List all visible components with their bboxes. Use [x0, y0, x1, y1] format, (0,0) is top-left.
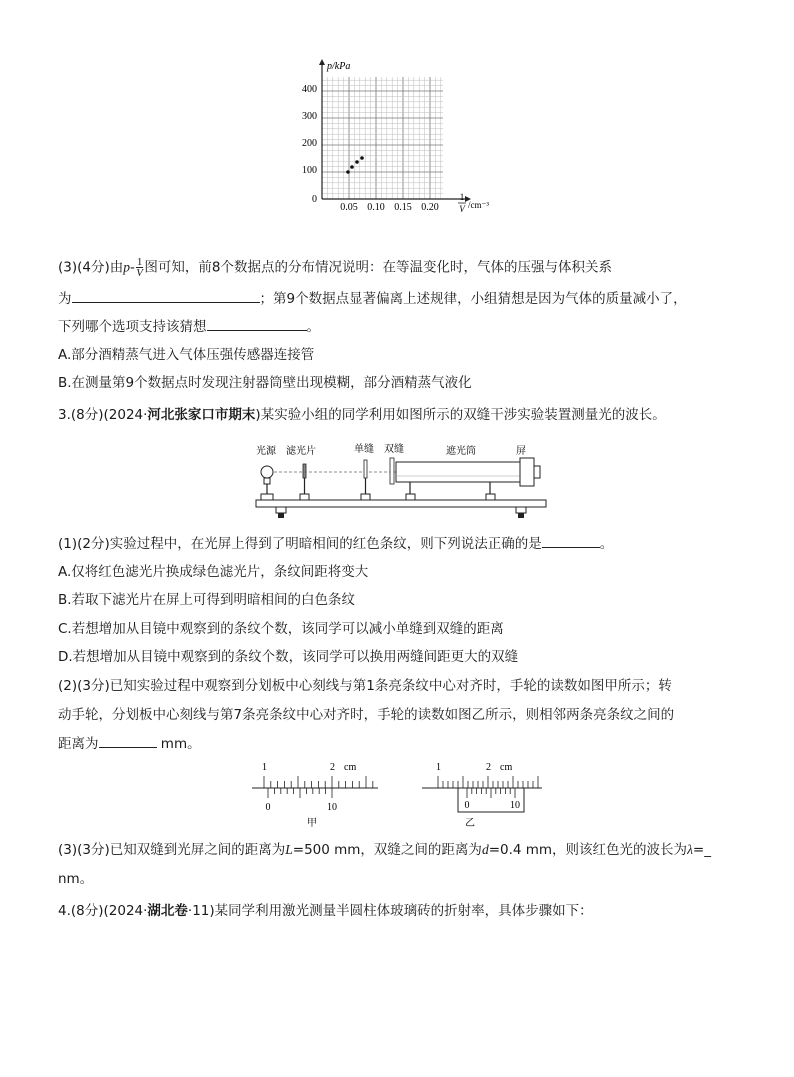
data-point	[346, 170, 350, 174]
answer-blank-relation[interactable]	[72, 288, 260, 303]
caliper-a-vernier-scale	[268, 788, 332, 798]
label-filter: 滤光片	[286, 446, 316, 457]
x-axis-unit: /cm⁻³	[468, 200, 489, 210]
caliper-reading-b	[420, 758, 545, 830]
caliper-b-main-scale	[438, 776, 538, 788]
graph-grid	[322, 77, 443, 199]
x-axis-label-den: V	[459, 204, 465, 214]
caliper-b-main-2: 2	[486, 762, 491, 773]
q2-part3-line3: 下列哪个选项支持该猜想 。	[58, 316, 320, 337]
caliper-b-vernier-0: 0	[464, 800, 470, 811]
q2-option-a: A.部分酒精蒸气进入气体压强传感器连接管	[58, 347, 315, 363]
caliper-a-unit: cm	[344, 762, 357, 773]
q3-option-b: B.若取下滤光片在屏上可得到明暗相间的白色条纹	[58, 592, 356, 608]
caliper-a-main-2: 2	[330, 762, 335, 773]
caliper-b-unit: cm	[500, 762, 513, 773]
x-tick-015: 0.15	[394, 202, 412, 213]
q3-option-c: C.若想增加从目镜中观察到的条纹个数，该同学可以减小单缝到双缝的距离	[58, 621, 504, 637]
q3-part3-line1: (3)(3分)已知双缝到光屏之间的距离为L=500 mm，双缝之间的距离为d=0.4 mm，则该红色光的波长为λ=_	[58, 842, 711, 858]
pressure-inverse-volume-graph	[290, 55, 510, 220]
label-shade-tube: 遮光筒	[446, 446, 476, 457]
caliper-a-main-1: 1	[262, 762, 267, 773]
caliper-a-vernier-10: 10	[327, 802, 337, 813]
caliper-a-vernier-0: 0	[265, 802, 271, 813]
x-axis-label-num: 1	[459, 192, 465, 202]
x-tick-005: 0.05	[340, 202, 358, 213]
q3-part2-line3: 距离为 mm。	[58, 733, 201, 754]
q3-part3-line2: nm。	[58, 871, 94, 887]
q2-part3-line1: (3)(4分)由p- $\frac{1}{V}$ 图可知，前8个数据点的分布情况说明：在等温变化时，气体的压强与体积关系	[58, 256, 612, 279]
y-tick-0: 0	[312, 194, 317, 205]
q3-part2-line1: (2)(3分)已知实验过程中观察到分划板中心刻线与第1条亮条纹中心对齐时，手轮的读数如图甲所示；转	[58, 678, 672, 694]
label-screen: 屏	[516, 446, 526, 457]
fraction-1-over-v: $\frac{1}{V}$	[136, 256, 143, 279]
label-light-source: 光源	[256, 446, 276, 457]
q4-heading: 4.(8分)(2024·湖北卷·11)某同学利用激光测量半圆柱体玻璃砖的折射率，具体步骤如下：	[58, 903, 593, 919]
caliper-b-vernier-10: 10	[510, 800, 520, 811]
double-slit-apparatus-diagram	[250, 440, 550, 525]
q2-option-b: B.在测量第9个数据点时发现注射器筒壁出现模糊，部分酒精蒸气液化	[58, 375, 472, 391]
answer-blank-part2[interactable]	[99, 733, 157, 748]
q2-part3-line2: 为 ；第9个数据点显著偏离上述规律，小组猜想是因为气体的质量减小了，	[58, 288, 687, 309]
data-point	[350, 165, 354, 169]
q3-heading: 3.(8分)(2024·河北张家口市期末)某实验小组的同学利用如图所示的双缝干涉实验装置测量光的波长。	[58, 407, 666, 423]
answer-blank-option[interactable]	[207, 316, 307, 331]
q3-option-d: D.若想增加从目镜中观察到的条纹个数，该同学可以换用两缝间距更大的双缝	[58, 649, 519, 665]
caliper-a-caption: 甲	[307, 818, 317, 829]
caliper-b-caption: 乙	[465, 818, 475, 829]
q3-option-a: A.仅将红色滤光片换成绿色滤光片，条纹间距将变大	[58, 564, 369, 580]
x-tick-010: 0.10	[367, 202, 385, 213]
caliper-b-main-1: 1	[436, 762, 441, 773]
y-tick-100: 100	[302, 165, 317, 176]
y-tick-200: 200	[302, 138, 317, 149]
data-point	[360, 156, 364, 160]
q3-part1-stem: (1)(2分)实验过程中，在光屏上得到了明暗相间的红色条纹，则下列说法正确的是 。	[58, 533, 613, 554]
y-tick-400: 400	[302, 84, 317, 95]
answer-blank-part1[interactable]	[542, 533, 600, 548]
caliper-b-vernier-scale	[467, 788, 515, 798]
caliper-reading-a	[250, 758, 380, 830]
x-tick-020: 0.20	[421, 202, 439, 213]
y-tick-300: 300	[302, 111, 317, 122]
caliper-a-main-scale	[264, 776, 373, 788]
label-double-slit: 双缝	[384, 444, 404, 455]
data-point	[355, 160, 359, 164]
q3-part2-line2: 动手轮，分划板中心刻线与第7条亮条纹中心对齐时，手轮的读数如图乙所示，则相邻两条亮条纹之间的	[58, 707, 675, 723]
label-single-slit: 单缝	[354, 444, 374, 455]
y-axis-label: p/kPa	[327, 61, 351, 72]
